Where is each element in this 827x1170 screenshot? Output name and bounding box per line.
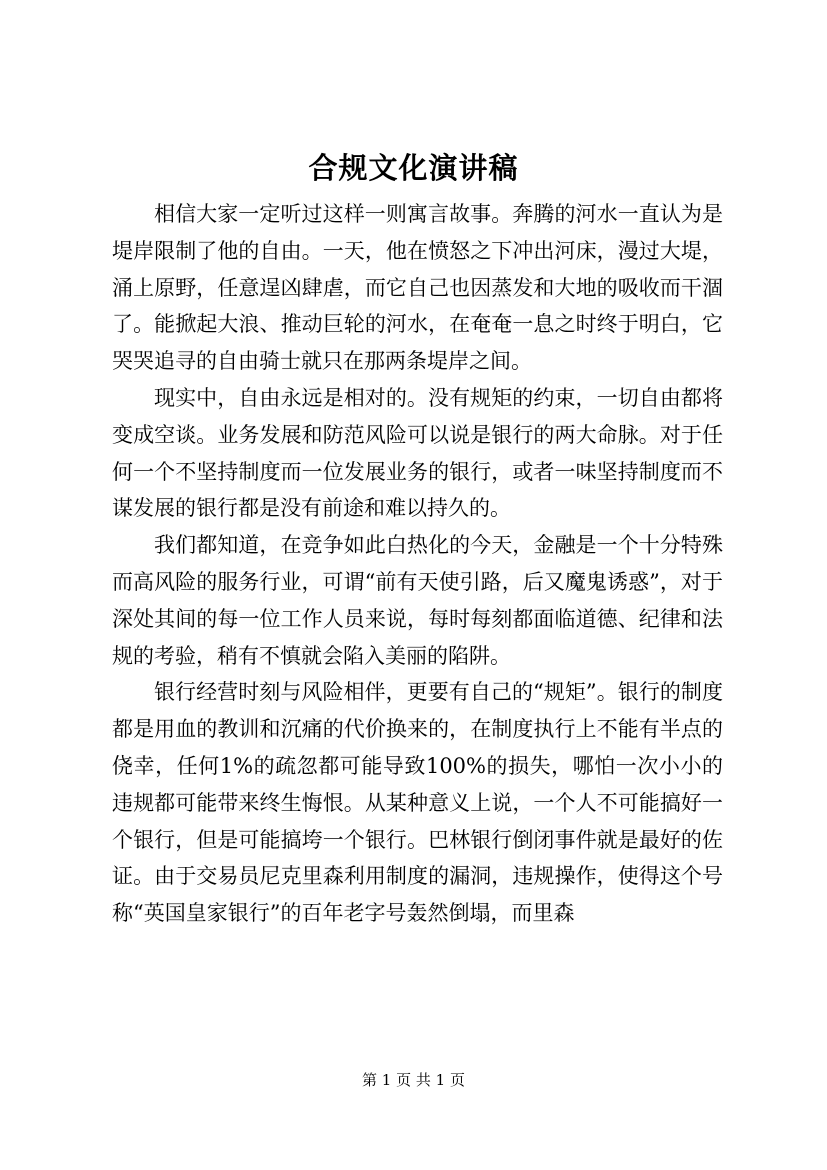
paragraph: 现实中，自由永远是相对的。没有规矩的约束，一切自由都将变成空谈。业务发展和防范风险可以说是银行的两大命脉。对于任何一个不坚持制度而一位发展业务的银行，或者一味坚持制度而不谋发展的银行都是没有前途和难以持久的。 bbox=[112, 385, 723, 521]
paragraph: 相信大家一定听过这样一则寓言故事。奔腾的河水一直认为是堤岸限制了他的自由。一天，他在愤怒之下冲出河床，漫过大堤，涌上原野，任意逞凶肆虐，而它自己也因蒸发和大地的吸收而干涸了。能掀起大浪、推动巨轮的河水，在奄奄一息之时终于明白，它哭哭追寻的自由骑士就只在那两条堤岸之间。 bbox=[112, 202, 723, 374]
document-body bbox=[112, 196, 723, 932]
paragraph: 我们都知道，在竞争如此白热化的今天，金融是一个十分特殊而高风险的服务行业，可谓“前有天使引路，后又魔鬼诱惑”，对于深处其间的每一位工作人员来说，每时每刻都面临道德、纪律和法规的考验，稍有不慎就会陷入美丽的陷阱。 bbox=[112, 533, 723, 668]
page-title: 合规文化演讲稿 bbox=[308, 151, 519, 185]
page-number-footer: 第 1 页 共 1 页 bbox=[362, 1071, 465, 1089]
paragraph: 银行经营时刻与风险相伴，更要有自己的“规矩”。银行的制度都是用血的教训和沉痛的代价换来的，在制度执行上不能有半点的侥幸，任何1%的疏忽都可能导致100%的损失，哪怕一次小小的违规都可能带来终生悔恨。从某种意义上说，一个人不可能搞好一个银行，但是可能搞垮一个银行。巴林银行倒闭事件就是最好的佐证。由于交易员尼克里森利用制度的漏洞，违规操作，使得这个号称“英国皇家银行”的百年老字号轰然倒塌，而里森 bbox=[112, 680, 723, 926]
